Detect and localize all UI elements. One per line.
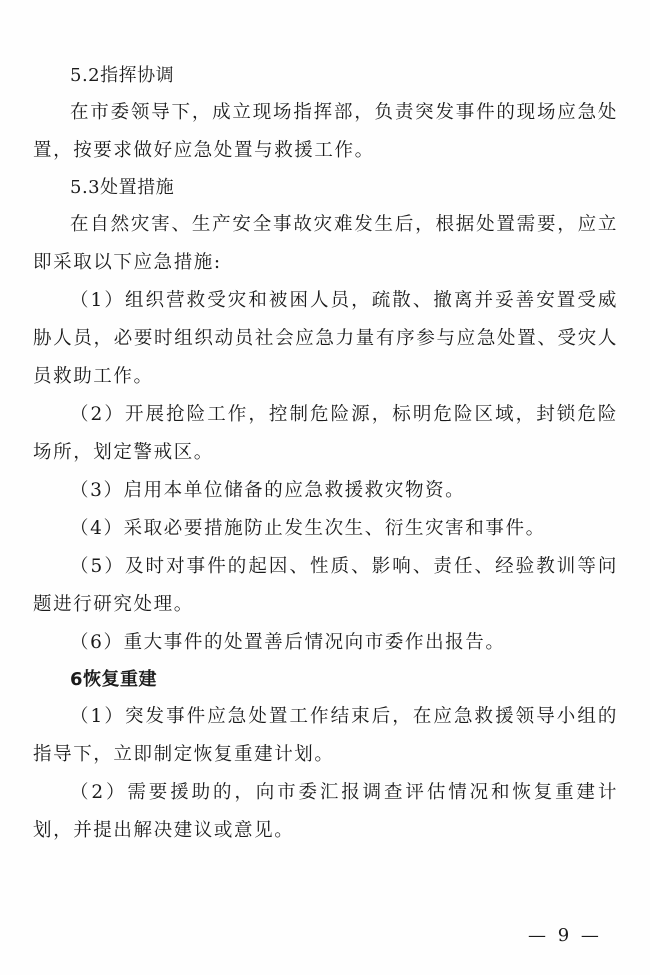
measure-item-5: （5）及时对事件的起因、性质、影响、责任、经验教训等问题进行研究处理。: [33, 556, 618, 615]
measure-item-3: （3）启用本单位储备的应急救援救灾物资。: [70, 480, 466, 501]
section-5-3-intro: 在自然灾害、生产安全事故灾难发生后，根据处置需要，应立即采取以下应急措施:: [33, 214, 618, 273]
measure-item-1: （1）组织营救受灾和被困人员，疏散、撤离并妥善安置受威胁人员，必要时组织动员社会应急力量有序参与应急处置、受灾人员救助工作。: [33, 290, 618, 387]
recovery-item-1: （1）突发事件应急处置工作结束后，在应急救援领导小组的指导下，立即制定恢复重建计划。: [33, 706, 618, 765]
measure-item-6: （6）重大事件的处置善后情况向市委作出报告。: [70, 632, 506, 653]
section-5-2-paragraph: 在市委领导下，成立现场指挥部，负责突发事件的现场应急处置，按要求做好应急处置与救援工作。: [33, 102, 618, 161]
section-5-3-heading: 5.3处置措施: [70, 177, 175, 198]
measure-item-2: （2）开展抢险工作，控制危险源，标明危险区域，封锁危险场所，划定警戒区。: [33, 404, 618, 463]
document-body: [33, 58, 618, 850]
section-5-2-heading: 5.2指挥协调: [70, 65, 175, 86]
section-6-heading: 6恢复重建: [70, 669, 158, 690]
page-number: — 9 —: [528, 925, 602, 946]
measure-item-4: （4）采取必要措施防止发生次生、衍生灾害和事件。: [70, 518, 546, 539]
recovery-item-2: （2）需要援助的，向市委汇报调查评估情况和恢复重建计划，并提出解决建议或意见。: [33, 782, 618, 841]
